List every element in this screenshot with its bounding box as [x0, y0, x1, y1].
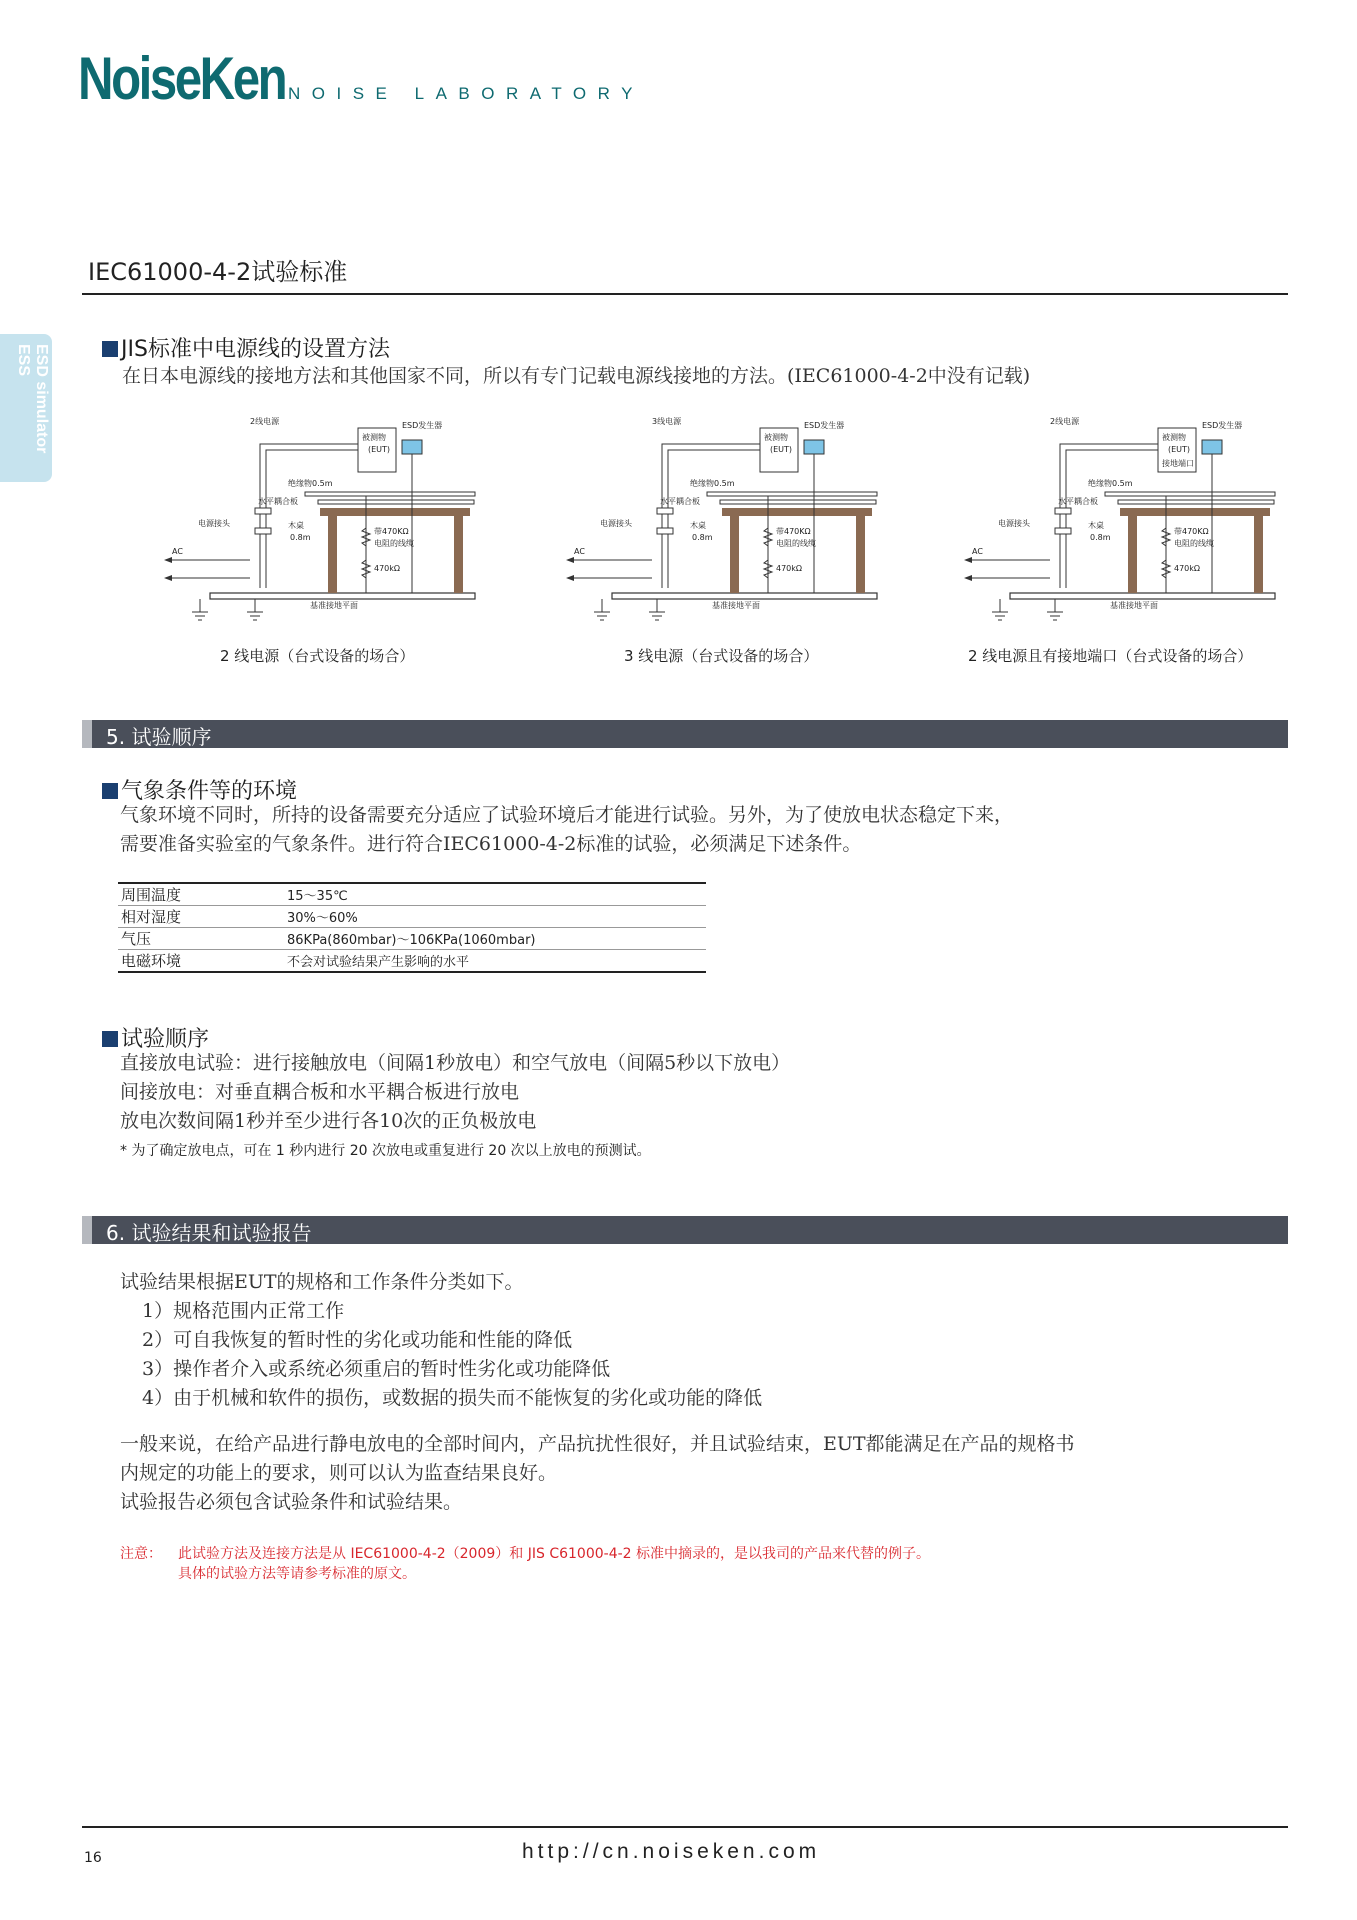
table-leg-left — [730, 516, 739, 593]
env-body-line: 气象环境不同时，所持的设备需要充分适应了试验环境后才能进行试验。另外，为了使放电状态稳定下来， — [120, 804, 1014, 826]
results-list — [120, 1297, 762, 1413]
env-body — [120, 801, 1013, 859]
diagram-caption-2: 3 线电源（台式设备的场合） — [624, 647, 819, 665]
coupling-plane-label: 水平耦合板 — [258, 497, 298, 506]
insulation-label: 绝缘物0.5m — [288, 479, 333, 488]
power-plug-top — [657, 508, 673, 514]
ac-label: AC — [574, 547, 585, 556]
esd-label: ESD发生器 — [402, 421, 443, 430]
table-cell: 气压 — [118, 928, 284, 950]
diagram-2-wire — [150, 408, 490, 634]
ground-port-label: 接地端口 — [1162, 459, 1194, 468]
env-heading-text: 气象条件等的环境 — [121, 779, 298, 804]
caution-label: 注意： — [120, 1546, 162, 1562]
wiring-diagram-svg — [950, 408, 1290, 634]
esd-label: ESD发生器 — [1202, 421, 1243, 430]
section-5-title: 5. 试验顺序 — [106, 725, 212, 749]
esd-label: ESD发生器 — [804, 421, 845, 430]
horizontal-coupling-plane — [305, 492, 475, 496]
side-tab — [0, 334, 52, 482]
diagram-3-wire — [552, 408, 892, 634]
list-item: 3）操作者介入或系统必须重启的暂时性劣化或功能降低 — [142, 1358, 611, 1380]
table-row — [118, 950, 706, 973]
table-top — [320, 508, 470, 516]
diagram-2-wire-ground-port — [950, 408, 1290, 634]
coupling-plane-label: 水平耦合板 — [660, 497, 700, 506]
ground-plane — [612, 593, 877, 599]
ac-arrow-1 — [566, 557, 574, 563]
results-body — [120, 1268, 762, 1413]
table-label: 木桌 — [288, 521, 304, 530]
resistor-label-2: 470kΩ — [1174, 564, 1201, 573]
section-6-bar — [82, 1216, 1288, 1244]
heading-square-icon — [102, 1031, 118, 1047]
table-cell: 不会对试验结果产生影响的水平 — [284, 950, 706, 973]
table-leg-left — [1128, 516, 1137, 593]
resistor-label-1b: 电阻的线缆 — [1174, 539, 1214, 548]
eut-sub-label: (EUT) — [770, 445, 793, 454]
eut-sub-label: (EUT) — [368, 445, 391, 454]
table-row — [118, 883, 706, 906]
resistor-label-1: 带470KΩ — [374, 527, 409, 536]
paragraph-line: 试验报告必须包含试验条件和试验结果。 — [120, 1491, 463, 1513]
caution-note — [178, 1544, 930, 1584]
table-cell: 相对湿度 — [118, 906, 284, 928]
section-6-title: 6. 试验结果和试验报告 — [106, 1221, 312, 1245]
resistor-label-2: 470kΩ — [374, 564, 401, 573]
resistor-label-1b: 电阻的线缆 — [374, 539, 414, 548]
brand-tagline: NOISE LABORATORY — [288, 84, 644, 103]
insulation-layer — [318, 500, 474, 504]
table-height-label: 0.8m — [692, 533, 713, 542]
eut-label: 被测物 — [1162, 433, 1186, 442]
table-label: 木桌 — [690, 521, 706, 530]
jis-heading — [102, 332, 390, 363]
power-line-2 — [266, 450, 358, 588]
resistor-label-1b: 电阻的线缆 — [776, 539, 816, 548]
table-height-label: 0.8m — [290, 533, 311, 542]
plug-label: 电源接头 — [198, 519, 230, 528]
table-height-label: 0.8m — [1090, 533, 1111, 542]
resistor-label-1: 带470KΩ — [776, 527, 811, 536]
caution-line: 具体的试验方法等请参考标准的原文。 — [178, 1566, 416, 1582]
procedure-note: * 为了确定放电点，可在 1 秒内进行 20 次放电或重复进行 20 次以上放电的预测试。 — [120, 1143, 651, 1159]
list-item: 1）规格范围内正常工作 — [142, 1300, 345, 1322]
results-intro: 试验结果根据EUT的规格和工作条件分类如下。 — [120, 1271, 524, 1293]
line-type-label: 3线电源 — [652, 417, 682, 426]
horizontal-coupling-plane — [707, 492, 877, 496]
eut-sub-label: (EUT) — [1168, 445, 1191, 454]
eut-label: 被测物 — [362, 433, 386, 442]
procedure-line: 放电次数间隔1秒并至少进行各10次的正负极放电 — [120, 1110, 537, 1132]
side-tab-label: ESD simulator ESS — [15, 344, 50, 454]
list-item: 4）由于机械和软件的损伤，或数据的损失而不能恢复的劣化或功能的降低 — [142, 1387, 763, 1409]
ground-plane — [1010, 593, 1275, 599]
table-leg-left — [328, 516, 337, 593]
esd-generator — [804, 440, 824, 454]
power-plug-bottom — [657, 528, 673, 534]
results-paragraph — [120, 1430, 1075, 1517]
coupling-plane-label: 水平耦合板 — [1058, 497, 1098, 506]
procedure-body — [120, 1049, 790, 1136]
table-top — [1120, 508, 1270, 516]
jis-heading-text: JIS标准中电源线的设置方法 — [121, 337, 390, 362]
ac-arrow-1 — [164, 557, 172, 563]
section-bar-notch — [82, 720, 92, 748]
eut-label: 被测物 — [764, 433, 788, 442]
jis-body: 在日本电源线的接地方法和其他国家不同，所以有专门记载电源线接地的方法。(IEC61000-4-2中没有记载) — [122, 365, 1031, 387]
table-cell: 15～35℃ — [284, 883, 706, 906]
table-leg-right — [1254, 516, 1263, 593]
plug-label: 电源接头 — [998, 519, 1030, 528]
power-plug-top — [255, 508, 271, 514]
wiring-diagram-svg — [150, 408, 490, 634]
table-row — [118, 906, 706, 928]
section-bar-notch — [82, 1216, 92, 1244]
power-plug-bottom — [255, 528, 271, 534]
table-cell: 86KPa(860mbar)～106KPa(1060mbar) — [284, 928, 706, 950]
table-cell: 30%～60% — [284, 906, 706, 928]
table-cell: 电磁环境 — [118, 950, 284, 973]
ac-label: AC — [172, 547, 183, 556]
page-title: IEC61000-4-2试验标准 — [88, 258, 348, 286]
page-number: 16 — [84, 1850, 102, 1866]
paragraph-line: 一般来说，在给产品进行静电放电的全部时间内，产品抗扰性很好，并且试验结束，EUT都能满足在产品的规格书 — [120, 1433, 1075, 1455]
insulation-layer — [1118, 500, 1274, 504]
ac-arrow-2 — [566, 575, 574, 581]
section-5-bar — [82, 720, 1288, 748]
ac-arrow-2 — [164, 575, 172, 581]
power-plug-bottom — [1055, 528, 1071, 534]
power-line-2 — [668, 450, 760, 588]
footer-url-link[interactable]: http://cn.noiseken.com — [522, 1840, 821, 1863]
power-plug-top — [1055, 508, 1071, 514]
table-leg-right — [856, 516, 865, 593]
caution-line: 此试验方法及连接方法是从 IEC61000-4-2（2009）和 JIS C61000-4-2 标准中摘录的，是以我司的产品来代替的例子。 — [178, 1546, 931, 1562]
table-top — [722, 508, 872, 516]
ac-arrow-2 — [964, 575, 972, 581]
heading-square-icon — [102, 341, 118, 357]
brand-logo: NoiseKen — [78, 45, 286, 112]
ac-arrow-1 — [964, 557, 972, 563]
heading-square-icon — [102, 783, 118, 799]
paragraph-line: 内规定的功能上的要求，则可以认为监查结果良好。 — [120, 1462, 558, 1484]
esd-generator — [1202, 440, 1222, 454]
line-type-label: 2线电源 — [250, 417, 280, 426]
list-item: 2）可自我恢复的暂时性的劣化或功能和性能的降低 — [142, 1329, 573, 1351]
ac-label: AC — [972, 547, 983, 556]
esd-generator — [402, 440, 422, 454]
resistor-label-2: 470kΩ — [776, 564, 803, 573]
procedure-line: 直接放电试验：进行接触放电（间隔1秒放电）和空气放电（间隔5秒以下放电） — [120, 1052, 791, 1074]
diagram-caption-3: 2 线电源且有接地端口（台式设备的场合） — [968, 647, 1253, 665]
table-cell: 周围温度 — [118, 883, 284, 906]
insulation-label: 绝缘物0.5m — [690, 479, 735, 488]
line-type-label: 2线电源 — [1050, 417, 1080, 426]
horizontal-coupling-plane — [1105, 492, 1275, 496]
table-label: 木桌 — [1088, 521, 1104, 530]
footer-divider — [82, 1826, 1288, 1828]
ground-plane-label: 基准接地平面 — [712, 601, 760, 610]
plug-label: 电源接头 — [600, 519, 632, 528]
title-divider — [82, 293, 1288, 295]
diagram-caption-1: 2 线电源（台式设备的场合） — [220, 647, 415, 665]
procedure-line: 间接放电：对垂直耦合板和水平耦合板进行放电 — [120, 1081, 520, 1103]
wiring-diagram-svg — [552, 408, 892, 634]
ground-plane — [210, 593, 475, 599]
env-body-line: 需要准备实验室的气象条件。进行符合IEC61000-4-2标准的试验，必须满足下述条件。 — [120, 833, 862, 855]
table-leg-right — [454, 516, 463, 593]
procedure-heading-text: 试验顺序 — [121, 1027, 210, 1052]
ground-plane-label: 基准接地平面 — [1110, 601, 1158, 610]
environment-table — [118, 882, 706, 973]
table-row — [118, 928, 706, 950]
insulation-label: 绝缘物0.5m — [1088, 479, 1133, 488]
insulation-layer — [720, 500, 876, 504]
ground-plane-label: 基准接地平面 — [310, 601, 358, 610]
power-line-2 — [1066, 450, 1158, 588]
resistor-label-1: 带470KΩ — [1174, 527, 1209, 536]
